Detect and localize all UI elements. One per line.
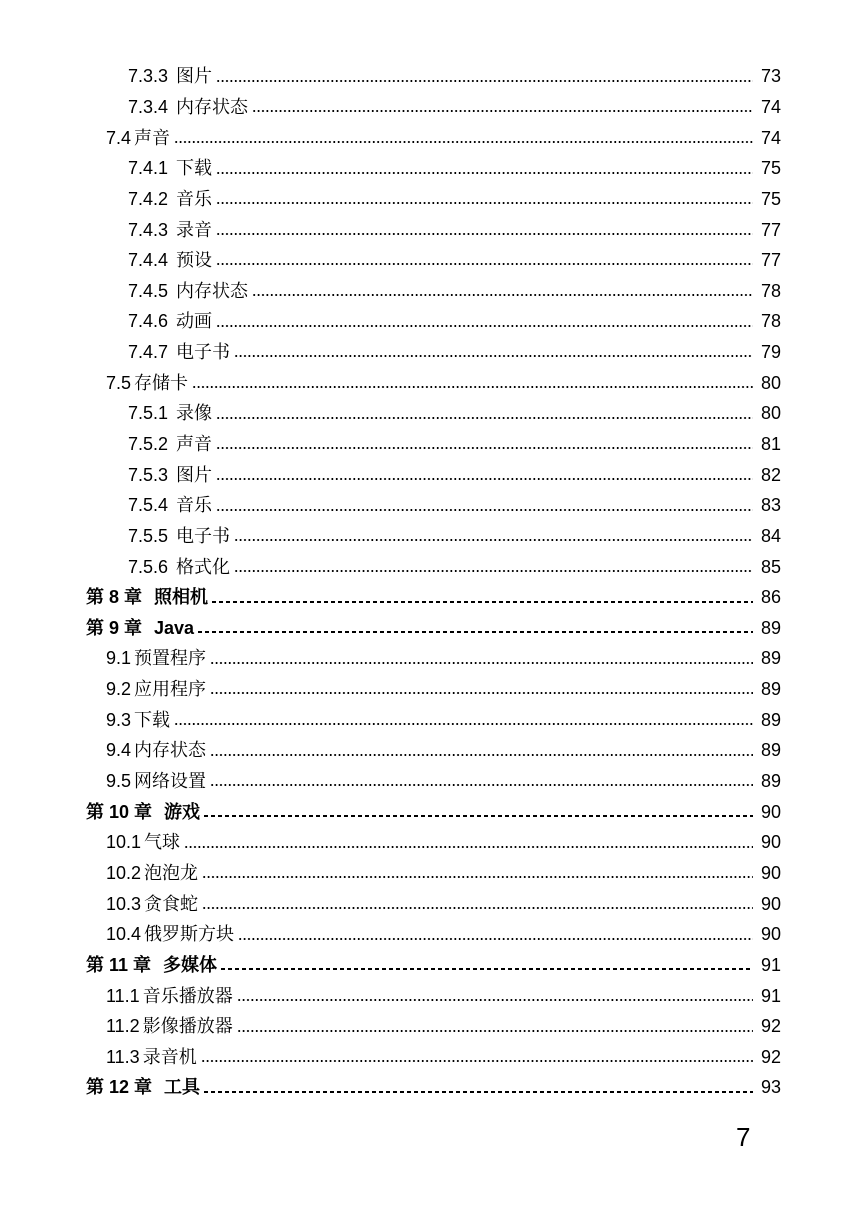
toc-leader-dots	[210, 783, 753, 787]
toc-section-entry[interactable]	[0, 429, 868, 460]
toc-entry-title: 音乐	[176, 188, 213, 209]
toc-entry-page: 75	[760, 158, 781, 179]
toc-section-entry[interactable]	[0, 337, 868, 368]
toc-chapter-entry[interactable]	[0, 582, 868, 613]
toc-leader-dots	[201, 1059, 753, 1063]
toc-leader-dots	[184, 845, 753, 849]
toc-entry-page: 91	[760, 954, 781, 975]
toc-entry-number: 第 11 章	[86, 954, 152, 975]
toc-entry-title: 应用程序	[134, 679, 207, 700]
toc-entry-title: 音乐	[176, 495, 213, 516]
toc-leader-dots	[198, 631, 753, 633]
toc-entry-page: 89	[760, 648, 781, 669]
toc-entry-label	[106, 889, 198, 919]
toc-entry-number: 第 9 章	[86, 617, 143, 638]
toc-leader-dots	[237, 998, 753, 1002]
toc-entry-label	[128, 490, 212, 520]
toc-leader-dots	[212, 601, 753, 603]
toc-entry-number: 7.4.4	[128, 250, 169, 271]
toc-entry-title: 预置程序	[134, 648, 207, 669]
toc-entry-label	[86, 1072, 200, 1102]
toc-entry-label	[106, 1042, 197, 1072]
toc-entry-number: 7.5.6	[128, 556, 169, 577]
toc-leader-dots	[252, 109, 753, 113]
toc-entry-page: 78	[760, 280, 781, 301]
toc-leader-dots	[234, 569, 753, 573]
toc-leader-dots	[174, 140, 753, 144]
toc-leader-dots	[216, 171, 753, 175]
toc-entry-label	[128, 552, 230, 582]
toc-entry-page: 80	[760, 403, 781, 424]
toc-entry-label	[128, 92, 248, 122]
toc-leader-dots	[234, 354, 753, 358]
toc-leader-dots	[204, 1091, 753, 1093]
toc-section-entry[interactable]	[0, 980, 868, 1011]
toc-entry-label	[106, 919, 234, 949]
toc-entry-page: 90	[760, 862, 781, 883]
toc-section-entry[interactable]	[0, 1042, 868, 1073]
toc-section-entry[interactable]	[0, 306, 868, 337]
toc-entry-number: 9.5	[106, 771, 132, 792]
toc-entry-title: 气球	[144, 832, 181, 853]
toc-entry-number: 9.1	[106, 648, 132, 669]
toc-section-entry[interactable]	[0, 398, 868, 429]
toc-entry-page: 77	[760, 250, 781, 271]
toc-entry-label	[106, 766, 206, 796]
toc-entry-label	[128, 429, 212, 459]
toc-entry-title: 内存状态	[176, 96, 249, 117]
toc-entry-label	[106, 858, 198, 888]
toc-section-entry[interactable]	[0, 245, 868, 276]
toc-entry-number: 9.3	[106, 709, 132, 730]
toc-leader-dots	[216, 477, 753, 481]
toc-entry-title: 录音	[176, 219, 213, 240]
toc-entry-page: 89	[760, 709, 781, 730]
toc-entry-label	[86, 797, 200, 827]
toc-entry-number: 7.4.3	[128, 219, 169, 240]
toc-entry-number: 9.2	[106, 679, 132, 700]
toc-entry-title: 图片	[176, 464, 213, 485]
toc-entry-label	[128, 61, 212, 91]
toc-chapter-entry[interactable]	[0, 796, 868, 827]
toc-chapter-entry[interactable]	[0, 950, 868, 981]
toc-section-entry[interactable]	[0, 92, 868, 123]
toc-entry-title: 录像	[176, 403, 213, 424]
toc-section-entry[interactable]	[0, 367, 868, 398]
toc-leader-dots	[234, 538, 753, 542]
toc-entry-label	[106, 123, 170, 153]
toc-entry-page: 93	[760, 1077, 781, 1098]
toc-section-entry[interactable]	[0, 643, 868, 674]
toc-entry-page: 82	[760, 464, 781, 485]
toc-entry-page: 74	[760, 96, 781, 117]
toc-entry-number: 7.4.5	[128, 280, 169, 301]
toc-entry-title: 内存状态	[176, 280, 249, 301]
toc-entry-number: 7.5.1	[128, 403, 169, 424]
toc-entry-number: 7.3.3	[128, 66, 169, 87]
toc-entry-page: 91	[760, 985, 781, 1006]
toc-entry-label	[106, 827, 180, 857]
toc-entry-number: 7.4.7	[128, 342, 169, 363]
toc-entry-page: 92	[760, 1016, 781, 1037]
toc-entry-number: 11.1	[106, 985, 140, 1006]
toc-entry-page: 89	[760, 679, 781, 700]
toc-entry-label	[128, 215, 212, 245]
toc-entry-label	[86, 613, 194, 643]
toc-entry-label	[86, 950, 217, 980]
toc-section-entry[interactable]	[0, 766, 868, 797]
toc-entry-page: 73	[760, 66, 781, 87]
toc-leader-dots	[202, 875, 753, 879]
toc-entry-title: 存储卡	[134, 372, 189, 393]
toc-entry-number: 7.4.2	[128, 188, 169, 209]
toc-leader-dots	[216, 416, 753, 420]
toc-entry-title: 游戏	[164, 801, 201, 822]
toc-entry-page: 90	[760, 832, 781, 853]
toc-leader-dots	[216, 446, 753, 450]
toc-leader-dots	[216, 201, 753, 205]
toc-entry-page: 85	[760, 556, 781, 577]
toc-entry-label	[106, 981, 233, 1011]
toc-entry-title: Java	[154, 617, 195, 638]
toc-entry-number: 7.5.4	[128, 495, 169, 516]
toc-entry-title: 声音	[134, 127, 171, 148]
toc-entry-title: 预设	[176, 250, 213, 271]
toc-entry-title: 俄罗斯方块	[144, 924, 235, 945]
toc-entry-title: 下载	[176, 158, 213, 179]
toc-leader-dots	[238, 937, 753, 941]
toc-entry-page: 90	[760, 924, 781, 945]
toc-leader-dots	[210, 691, 753, 695]
toc-section-entry[interactable]	[0, 490, 868, 521]
toc-leader-dots	[174, 722, 753, 726]
toc-section-entry[interactable]	[0, 459, 868, 490]
toc-entry-label	[128, 184, 212, 214]
toc-entry-number: 7.5.5	[128, 525, 169, 546]
toc-entry-label	[86, 582, 208, 612]
toc-entry-title: 内存状态	[134, 740, 207, 761]
toc-entry-page: 81	[760, 434, 781, 454]
toc-section-entry[interactable]	[0, 153, 868, 184]
toc-leader-dots	[204, 815, 753, 817]
toc-entry-title: 照相机	[154, 587, 209, 608]
toc-entry-page: 92	[760, 1046, 781, 1067]
toc-entry-page: 89	[760, 740, 781, 761]
table-of-contents	[0, 61, 868, 1103]
toc-entry-number: 第 8 章	[86, 587, 143, 608]
toc-entry-number: 10.4	[106, 924, 142, 945]
toc-entry-title: 图片	[176, 66, 213, 87]
page-number: 7	[736, 1122, 751, 1152]
toc-entry-number: 7.3.4	[128, 96, 169, 117]
toc-entry-page: 80	[760, 372, 781, 393]
toc-leader-dots	[210, 661, 753, 665]
toc-section-entry[interactable]	[0, 61, 868, 92]
toc-entry-page: 74	[760, 127, 781, 148]
toc-entry-label	[128, 306, 212, 336]
toc-entry-label	[106, 705, 170, 735]
toc-entry-title: 声音	[176, 434, 213, 454]
toc-section-entry[interactable]	[0, 122, 868, 153]
toc-entry-number: 第 10 章	[86, 801, 153, 822]
toc-entry-label	[106, 1011, 233, 1041]
toc-section-entry[interactable]	[0, 888, 868, 919]
toc-leader-dots	[202, 906, 753, 910]
toc-entry-title: 贪食蛇	[144, 893, 199, 914]
toc-entry-label	[128, 521, 230, 551]
toc-entry-title: 工具	[164, 1077, 201, 1098]
toc-entry-title: 网络设置	[134, 771, 207, 792]
toc-entry-page: 90	[760, 801, 781, 822]
toc-section-entry[interactable]	[0, 674, 868, 705]
toc-entry-page: 75	[760, 188, 781, 209]
toc-entry-number: 7.5	[106, 372, 132, 393]
toc-leader-dots	[216, 262, 753, 266]
toc-entry-title: 电子书	[176, 525, 231, 546]
toc-entry-label	[128, 398, 212, 428]
toc-entry-title: 影像播放器	[142, 1016, 233, 1037]
toc-entry-number: 11.3	[106, 1046, 140, 1067]
toc-section-entry[interactable]	[0, 827, 868, 858]
toc-entry-label	[128, 153, 212, 183]
toc-section-entry[interactable]	[0, 1011, 868, 1042]
toc-entry-label	[128, 276, 248, 306]
toc-entry-page: 78	[760, 311, 781, 332]
toc-entry-label	[106, 643, 206, 673]
toc-entry-number: 11.2	[106, 1016, 140, 1037]
toc-entry-number: 7.4	[106, 127, 132, 148]
toc-entry-label	[128, 460, 212, 490]
toc-entry-number: 7.4.1	[128, 158, 169, 179]
toc-leader-dots	[192, 385, 753, 389]
toc-entry-number: 第 12 章	[86, 1077, 153, 1098]
toc-entry-title: 录音机	[142, 1046, 197, 1067]
toc-leader-dots	[216, 79, 753, 83]
toc-section-entry[interactable]	[0, 551, 868, 582]
toc-leader-dots	[216, 508, 753, 512]
toc-entry-page: 90	[760, 893, 781, 914]
toc-leader-dots	[210, 753, 753, 757]
toc-entry-title: 电子书	[176, 342, 231, 363]
toc-entry-label	[106, 674, 206, 704]
toc-entry-number: 7.5.3	[128, 464, 169, 485]
toc-entry-page: 89	[760, 771, 781, 792]
toc-entry-page: 89	[760, 617, 781, 638]
toc-section-entry[interactable]	[0, 184, 868, 215]
toc-section-entry[interactable]	[0, 214, 868, 245]
toc-entry-title: 下载	[134, 709, 171, 730]
toc-entry-page: 79	[760, 342, 781, 363]
toc-entry-page: 77	[760, 219, 781, 240]
toc-entry-title: 泡泡龙	[144, 862, 199, 883]
toc-entry-label	[128, 337, 230, 367]
toc-leader-dots	[221, 968, 753, 970]
toc-entry-number: 9.4	[106, 740, 132, 761]
toc-leader-dots	[237, 1029, 753, 1033]
toc-entry-title: 音乐播放器	[142, 985, 233, 1006]
toc-entry-title: 多媒体	[163, 954, 218, 975]
toc-section-entry[interactable]	[0, 275, 868, 306]
toc-section-entry[interactable]	[0, 919, 868, 950]
toc-chapter-entry[interactable]	[0, 1072, 868, 1103]
toc-leader-dots	[252, 293, 753, 297]
toc-entry-number: 7.5.2	[128, 434, 169, 454]
toc-chapter-entry[interactable]	[0, 613, 868, 644]
toc-section-entry[interactable]	[0, 735, 868, 766]
toc-entry-page: 83	[760, 495, 781, 516]
toc-entry-number: 10.1	[106, 832, 142, 853]
toc-entry-number: 10.3	[106, 893, 142, 914]
toc-entry-page: 84	[760, 525, 781, 546]
toc-entry-label	[106, 368, 188, 398]
toc-leader-dots	[216, 232, 753, 236]
toc-entry-label	[128, 245, 212, 275]
toc-entry-number: 7.4.6	[128, 311, 169, 332]
toc-entry-label	[106, 735, 206, 765]
toc-section-entry[interactable]	[0, 704, 868, 735]
toc-section-entry[interactable]	[0, 858, 868, 889]
toc-entry-number: 10.2	[106, 862, 142, 883]
toc-entry-page: 86	[760, 587, 781, 608]
toc-section-entry[interactable]	[0, 521, 868, 552]
toc-leader-dots	[216, 324, 753, 328]
toc-entry-title: 格式化	[176, 556, 231, 577]
toc-entry-title: 动画	[176, 311, 213, 332]
